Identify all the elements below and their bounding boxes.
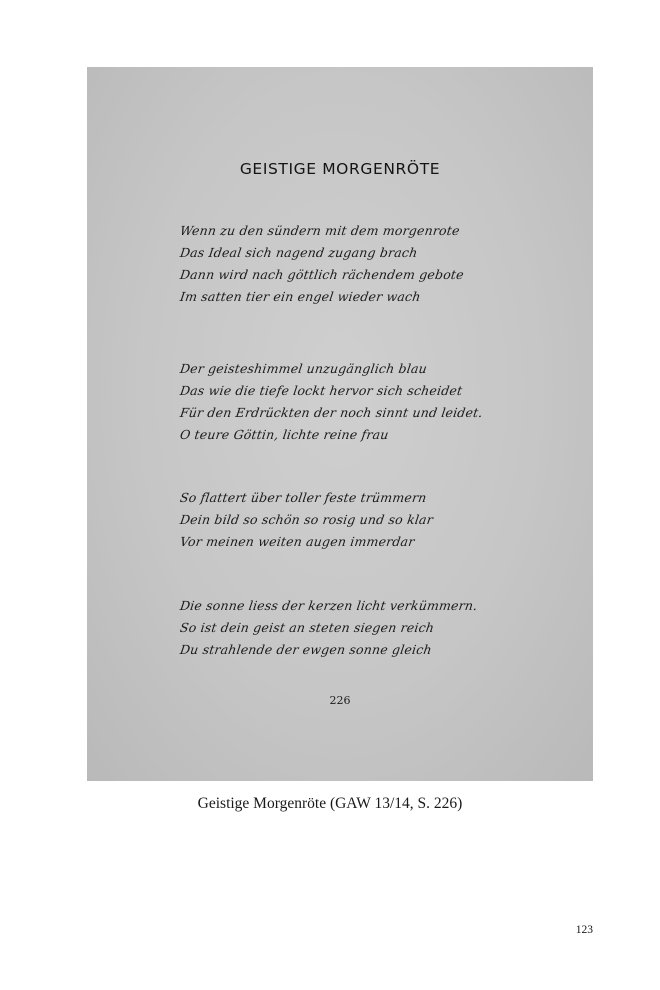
manuscript-plate — [87, 67, 593, 781]
poem-line: Das wie die tiefe lockt hervor sich scheidet — [179, 383, 464, 398]
poem-line: Im satten tier ein engel wieder wach — [179, 289, 422, 304]
poem-line: So flattert über toller feste trümmern — [179, 490, 428, 505]
poem-line: Dein bild so schön so rosig und so klar — [179, 512, 435, 527]
page-number: 123 — [575, 924, 593, 936]
manuscript-page-number: 226 — [329, 694, 351, 707]
stanza-3 — [180, 487, 580, 553]
poem-line: Für den Erdrückten der noch sinnt und leidet. — [179, 405, 484, 420]
stanza-1 — [180, 220, 580, 308]
manuscript-title: GEISTIGE MORGENRÖTE — [239, 160, 441, 178]
poem-line: Die sonne liess der kerzen licht verkümmern. — [179, 598, 479, 613]
poem-line: Das Ideal sich nagend zugang brach — [179, 245, 419, 260]
poem-line: Du strahlende der ewgen sonne gleich — [179, 642, 433, 657]
poem-line: Der geisteshimmel unzugänglich blau — [179, 361, 429, 376]
poem-line: Dann wird nach göttlich rächendem gebote — [179, 267, 465, 282]
poem-line: Vor meinen weiten augen immerdar — [179, 534, 416, 549]
stanza-4 — [180, 595, 580, 661]
poem-line: Wenn zu den sündern mit dem morgenrote — [179, 223, 461, 238]
figure-caption: Geistige Morgenröte (GAW 13/14, S. 226) — [197, 795, 463, 812]
stanza-2 — [180, 358, 580, 446]
poem-line: So ist dein geist an steten siegen reich — [179, 620, 436, 635]
poem-line: O teure Göttin, lichte reine frau — [179, 427, 390, 442]
